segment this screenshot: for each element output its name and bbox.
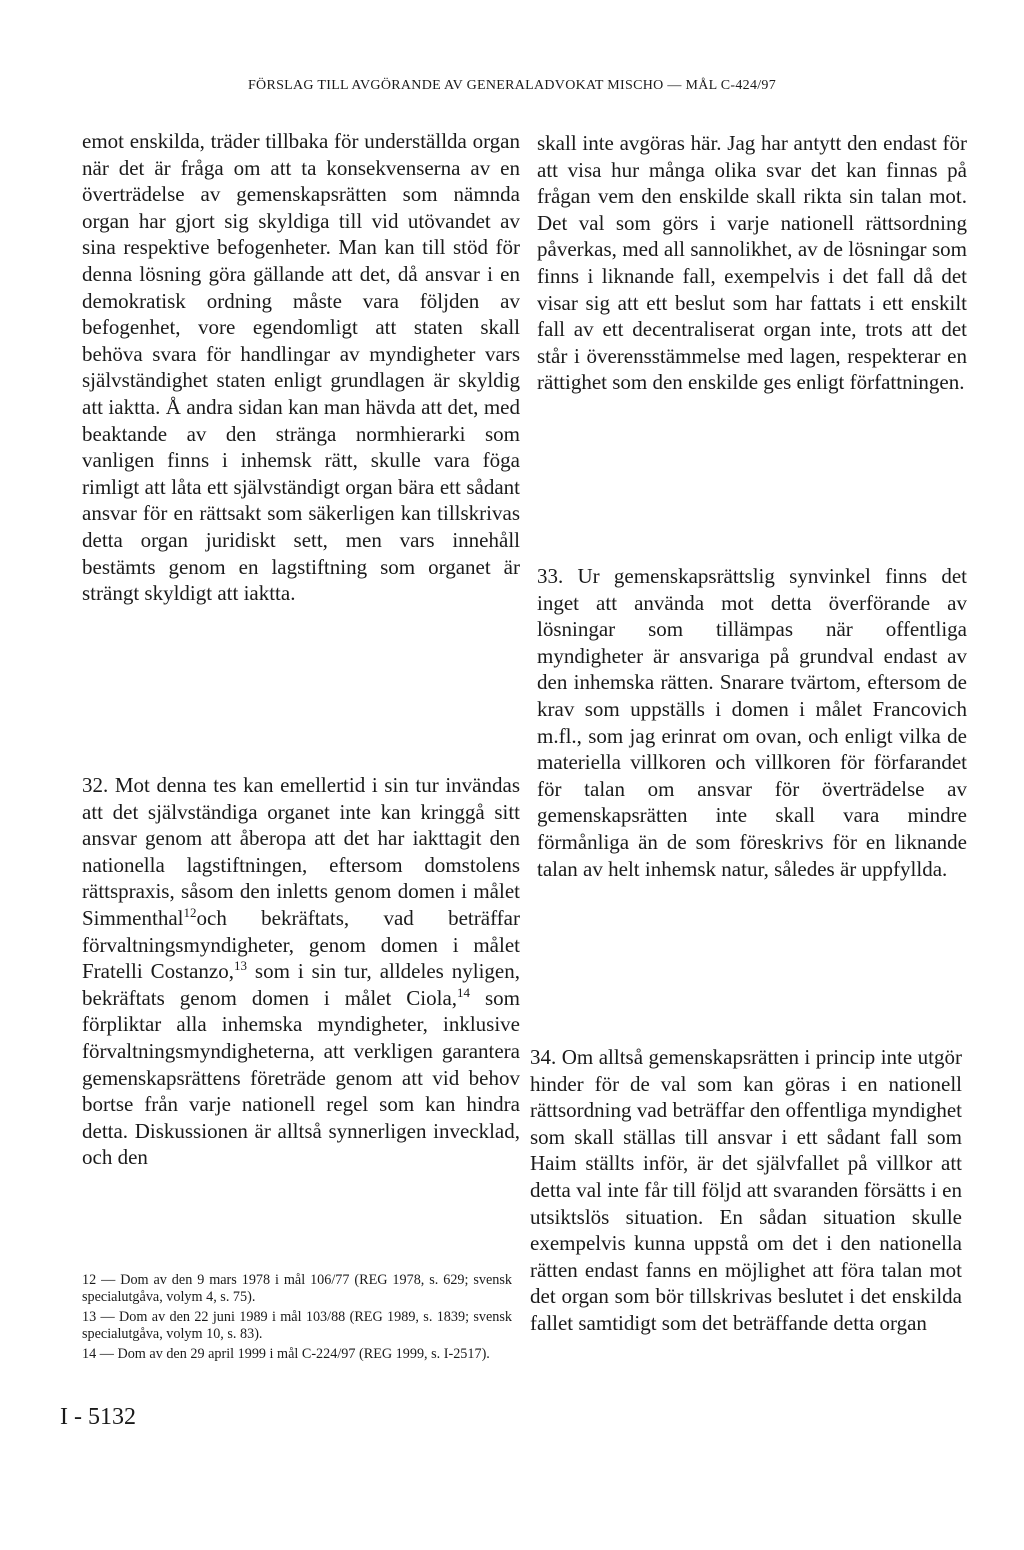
left-column — [82, 128, 520, 607]
footnote-ref-13[interactable]: 13 — [233, 958, 247, 974]
footnote-13: 13 — Dom av den 22 juni 1989 i mål 103/88 (REG 1989, s. 1839; svensk specialutgåva, volym 10, s. 83). — [82, 1309, 512, 1342]
paragraph-32 — [82, 772, 520, 1171]
paragraph-continued-right: skall inte avgöras här. Jag har antytt den endast för att visa hur många olika svar det kan finnas på frågan vem den enskilde skall rikta sin talan mot. Det val som görs i varje nationell rättsordning påverkas, med all sannolikhet, av de lösningar som finns i liknande fall, exempelvis i det fall då det visar sig att ett beslut som har fattats i ett enskilt fall av ett decentraliserat organ inte, trots att det står i överensstämmelse med lagen, respekterar en rättighet som den enskilde ges enligt författningen. — [537, 131, 967, 395]
paragraph-34-text: 34. Om alltså gemenskapsrätten i princip inte utgör hinder för de val som kan göras i en nationell rättsordning vad beträffar den offentliga myndighet som skall ställas till ansvar i ett sådant fall som Haim ställts inför, är det självfallet på villkor att detta val inte får till följd att svaranden försätts i en utsiktslös situation. En sådan situation skulle exempelvis kunna uppstå om det i den nationella rätten endast fanns en möjlighet att föra talan mot det organ som bör tillskrivas beslutet i det enskilda fallet samtidigt som det beträffande detta organ — [530, 1045, 962, 1335]
paragraph-32-part-c: som i sin tur, alldeles nyligen, bekräftats genom domen i målet Ciola, — [82, 959, 520, 1010]
running-header: FÖRSLAG TILL AVGÖRANDE AV GENERALADVOKAT MISCHO — MÅL C-424/97 — [247, 78, 777, 93]
footnote-14: 14 — Dom av den 29 april 1999 i mål C-224/97 (REG 1999, s. I-2517). — [82, 1346, 490, 1362]
paragraph-continued-left: emot enskilda, träder tillbaka för underställda organ när det är fråga om att ta konsekvenserna av en överträdelse av gemenskapsrätten som nämnda organ har gjort sig skyldiga till vid utövandet av sina respektive befogenheter. Man kan till stöd för denna lösning göra gällande att det, då ansvar i en demokratisk ordning måste vara följden av befogenhet, vore egendomligt att staten skall behöva svara för handlingar av myndigheter vars självständighet staten enligt grundlagen är skyldig att iaktta. Å andra sidan kan man hävda att det, med beaktande av den stränga normhierarki som vanligen finns i inhemsk rätt, skulle vara föga rimligt att låta ett självständigt organ bära ett sådant ansvar för en rättsakt som säkerligen kan tillskrivas detta organ juridiskt sett, men vars innehåll bestämts genom en lagstiftning som organet är strängt skyldigt att iaktta. — [82, 129, 520, 606]
footnotes — [82, 1272, 512, 1366]
paragraph-33-text: 33. Ur gemenskapsrättslig synvinkel finns det inget att använda mot detta överförande av lösningar som tillämpas när offentliga myndigheter är ansvariga på grundval endast av den inhemska rätten. Snarare tvärtom, eftersom de krav som uppställs i domen i målet Francovich m.fl., som jag erinrat om ovan, och enligt vilka de materiella villkoren och villkoren för förfarandet för talan om ansvar för överträdelse av gemenskapsrätten inte skall vara mindre förmånliga än de som föreskrivs för en liknande talan av helt inhemsk natur, således är uppfyllda. — [537, 564, 967, 881]
footnote-ref-12[interactable]: 12 — [183, 904, 197, 920]
footnote-ref-14[interactable]: 14 — [457, 984, 471, 1000]
page-number: I - 5132 — [60, 1404, 136, 1430]
footnote-12: 12 — Dom av den 9 mars 1978 i mål 106/77 (REG 1978, s. 629; svensk specialutgåva, volym 4, s. 75). — [82, 1272, 512, 1305]
right-column — [537, 130, 967, 396]
paragraph-32-part-d: som förpliktar alla inhemska myndigheter, inklusive förvaltningsmyndigheterna, att verkligen garantera gemenskapsrättens företräde genom att vid behov bortse från varje nationell regel som kan hindra detta. Diskussionen är alltså synnerligen invecklad, och den — [82, 985, 520, 1170]
paragraph-34 — [530, 1044, 962, 1337]
paragraph-32-part-a: 32. Mot denna tes kan emellertid i sin tur invändas att det självständiga organet inte kan kringgå sitt ansvar genom att åberopa att det har iakttagit den nationella lagstiftningen, eftersom domstolens rättspraxis, såsom den inletts genom domen i målet Simmenthal — [82, 773, 520, 930]
paragraph-32-part-b: och bekräftats, vad beträffar förvaltningsmyndigheter, genom domen i målet Fratelli Costanzo, — [82, 905, 520, 984]
paragraph-32-text — [82, 772, 520, 1171]
paragraph-33 — [537, 563, 967, 882]
